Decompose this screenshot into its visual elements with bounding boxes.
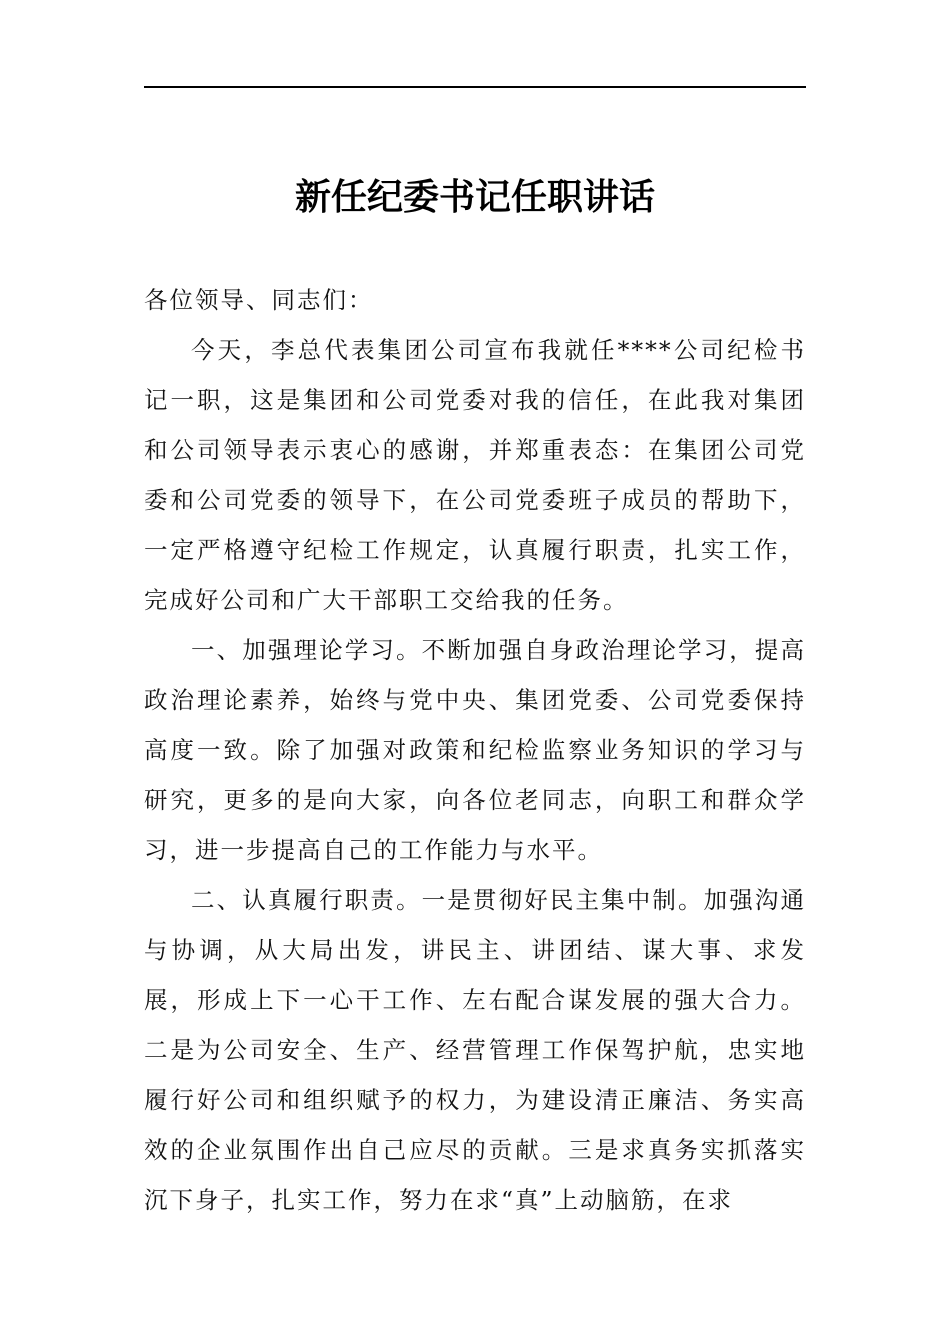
document-title: 新任纪委书记任职讲话	[294, 177, 655, 218]
paragraph-theory-study: 一、加强理论学习。不断加强自身政治理论学习，提高政治理论素养，始终与党中央、集团党委、公司党委保持高度一致。除了加强对政策和纪检监察业务知识的学习与研究，更多的是向大家，向各位老同志，向职工和群众学习，进一步提高自己的工作能力与水平。	[144, 636, 806, 864]
salutation: 各位领导、同志们：	[144, 286, 374, 314]
header-rule	[144, 86, 806, 88]
paragraph-intro: 今天，李总代表集团公司宣布我就任****公司纪检书记一职，这是集团和公司党委对我的信任，在此我对集团和公司领导表示衷心的感谢，并郑重表态：在集团公司党委和公司党委的领导下，在公司党委班子成员的帮助下，一定严格遵守纪检工作规定，认真履行职责，扎实工作，完成好公司和广大干部职工交给我的任务。	[144, 336, 806, 614]
document-body	[144, 275, 806, 1225]
paragraph-duties: 二、认真履行职责。一是贯彻好民主集中制。加强沟通与协调，从大局出发，讲民主、讲团结、谋大事、求发展，形成上下一心干工作、左右配合谋发展的强大合力。二是为公司安全、生产、经营管理工作保驾护航，忠实地履行好公司和组织赋予的权力，为建设清正廉洁、务实高效的企业氛围作出自己应尽的贡献。三是求真务实抓落实沉下身子，扎实工作，努力在求“真”上动脑筋，在求	[144, 886, 806, 1214]
